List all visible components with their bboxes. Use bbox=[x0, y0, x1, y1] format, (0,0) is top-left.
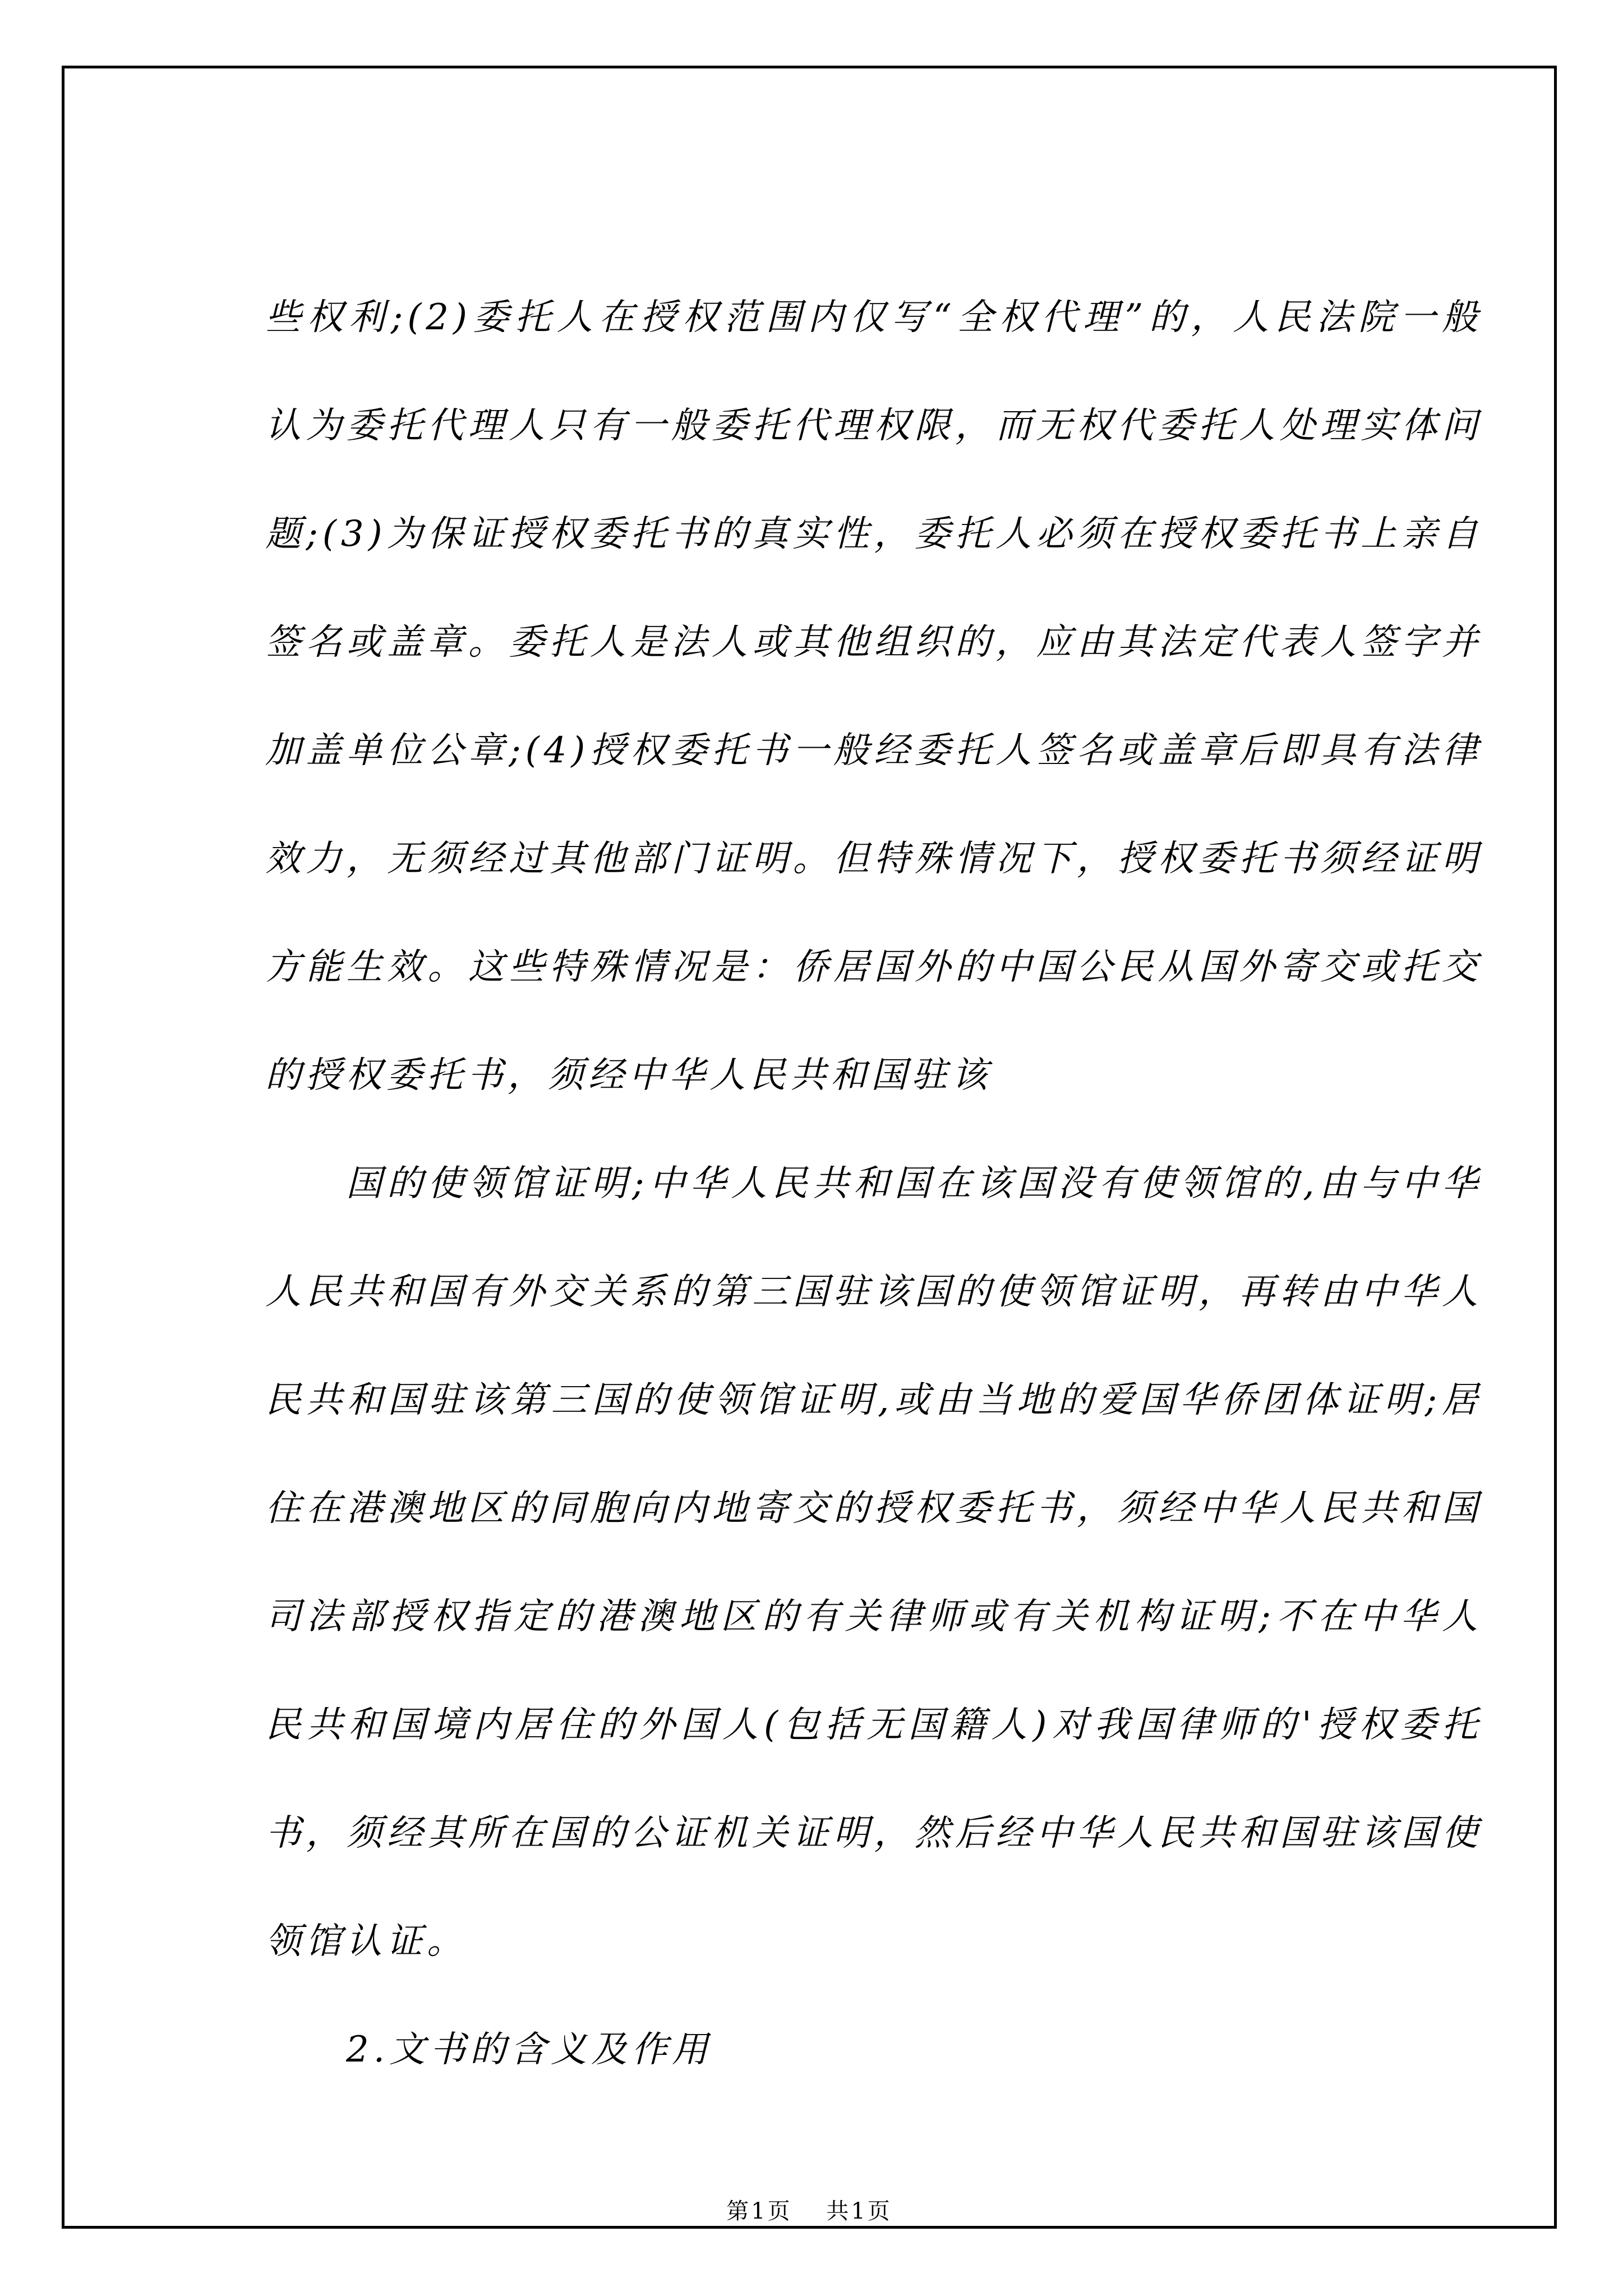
text-line: 书，须经其所在国的公证机关证明，然后经中华人民共和国驻该国使 bbox=[265, 1812, 1482, 1854]
text-line: 的授权委托书，须经中华人民共和国驻该 bbox=[265, 1055, 992, 1096]
text-line: 人民共和国有外交关系的第三国驻该国的使领馆证明，再转由中华人 bbox=[265, 1271, 1482, 1313]
text-line: 民共和国驻该第三国的使领馆证明,或由当地的爱国华侨团体证明;居 bbox=[265, 1379, 1482, 1421]
document-body bbox=[265, 264, 1482, 2104]
page-footer bbox=[64, 2193, 1554, 2225]
text-line: 效力，无须经过其他部门证明。但特殊情况下，授权委托书须经证明 bbox=[265, 838, 1482, 880]
text-line: 题;(3)为保证授权委托书的真实性，委托人必须在授权委托书上亲自 bbox=[265, 513, 1482, 555]
section-heading-line: 2.文书的含义及作用 bbox=[346, 2029, 713, 2070]
text-line: 住在港澳地区的同胞向内地寄交的授权委托书，须经中华人民共和国 bbox=[265, 1488, 1482, 1529]
text-line: 民共和国境内居住的外国人(包括无国籍人)对我国律师的'授权委托 bbox=[265, 1704, 1482, 1746]
text-line: 签名或盖章。委托人是法人或其他组织的，应由其法定代表人签字并 bbox=[265, 622, 1482, 663]
text-line: 国的使领馆证明;中华人民共和国在该国没有使领馆的,由与中华 bbox=[346, 1163, 1482, 1204]
text-line: 些权利;(2)委托人在授权范围内仅写“全权代理”的，人民法院一般 bbox=[265, 297, 1482, 338]
page-number: 第1页 bbox=[726, 2198, 792, 2224]
text-line: 领馆认证。 bbox=[265, 1921, 467, 1962]
text-line: 加盖单位公章;(4)授权委托书一般经委托人签名或盖章后即具有法律 bbox=[265, 730, 1482, 771]
text-line: 方能生效。这些特殊情况是：侨居国外的中国公民从国外寄交或托交 bbox=[265, 946, 1482, 988]
total-pages: 共1页 bbox=[826, 2198, 892, 2224]
page-border-frame bbox=[62, 66, 1557, 2229]
text-line: 认为委托代理人只有一般委托代理权限，而无权代委托人处理实体问 bbox=[265, 405, 1482, 447]
text-line: 司法部授权指定的港澳地区的有关律师或有关机构证明;不在中华人 bbox=[265, 1596, 1482, 1637]
